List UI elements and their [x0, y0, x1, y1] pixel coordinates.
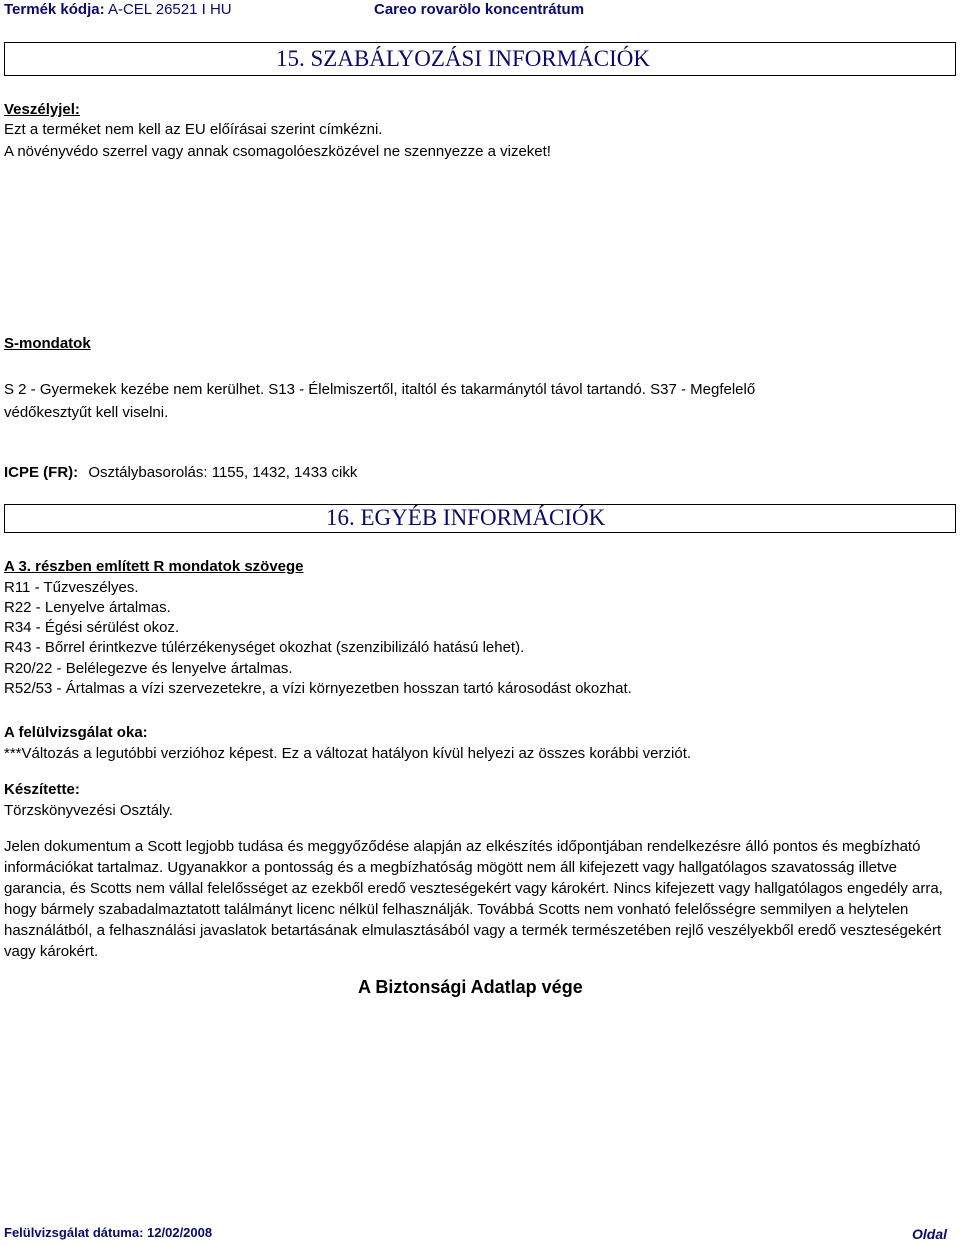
hazard-line: A növényvédo szerrel vagy annak csomagolóeszközével ne szennyezze a vizeket!	[4, 143, 551, 160]
prepared-by-heading: Készítette:	[4, 781, 80, 798]
r-phrases-heading: A 3. részben említett R mondatok szövege	[4, 558, 304, 575]
s-phrase-line: S 2 - Gyermekek kezébe nem kerülhet. S13 - Élelmiszertől, italtól és takarmánytól távol tartandó. S37 - Megfelelő	[4, 381, 756, 398]
section-15-title: 15. SZABÁLYOZÁSI INFORMÁCIÓK	[276, 46, 651, 71]
icpe-label: ICPE (FR):	[4, 464, 79, 481]
r-phrase-line: R43 - Bőrrel érintkezve túlérzékenységet okozhat (szenzibilizáló hatású lehet).	[4, 639, 525, 656]
footer-page-label: Oldal	[912, 1226, 948, 1242]
icpe-row	[4, 463, 357, 483]
hazard-line: Ezt a terméket nem kell az EU előírásai szerint címkézni.	[4, 121, 383, 138]
end-of-sds: A Biztonsági Adatlap vége	[358, 977, 583, 997]
r-phrase-line: R34 - Égési sérülést okoz.	[4, 619, 180, 636]
s-phrases-heading: S-mondatok	[4, 335, 91, 352]
product-name: Careo rovarölo koncentrátum	[374, 1, 585, 18]
r-phrase-line: R20/22 - Belélegezve és lenyelve ártalmas.	[4, 660, 293, 677]
r-phrase-line: R22 - Lenyelve ártalmas.	[4, 599, 171, 616]
header-product-code	[4, 0, 232, 20]
hazard-heading: Veszélyjel:	[4, 101, 80, 118]
revision-reason-heading: A felülvizsgálat oka:	[4, 724, 148, 741]
product-code-label: Termék kódja:	[4, 1, 105, 18]
r-phrase-line: R52/53 - Ártalmas a vízi szervezetekre, a vízi környezetben hosszan tartó károsodást okozhat.	[4, 680, 632, 697]
revision-reason-text: ***Változás a legutóbbi verzióhoz képest. Ez a változat hatályon kívül helyezi az összes korábbi verziót.	[4, 745, 692, 762]
footer-revision-date: Felülvizsgálat dátuma: 12/02/2008	[4, 1225, 213, 1240]
section-16-title: 16. EGYÉB INFORMÁCIÓK	[326, 505, 606, 530]
r-phrase-line: R11 - Tűzveszélyes.	[4, 579, 139, 596]
prepared-by-text: Törzskönyvezési Osztály.	[4, 802, 173, 819]
product-code-value: A-CEL 26521 I HU	[107, 1, 232, 18]
icpe-value: Osztálybasorolás: 1155, 1432, 1433 cikk	[88, 464, 358, 481]
s-phrase-line: védőkesztyűt kell viselni.	[4, 404, 169, 421]
disclaimer-paragraph: Jelen dokumentum a Scott legjobb tudása és meggyőződése alapján az elkészítés időpontjában rendelkezésre álló pontos és megbízható információkat tartalmaz. Ugyanakkor a pontosság és a megbízhatóság mögött nem áll kifejezett vagy hallgatólagos szavatosság illetve garancia, és Scotts nem vállal felelősséget az ezekből eredő veszteségekért vagy károkért. Nincs kifejezett vagy hallgatólagos engedély arra, hogy bármely szabadalmaztatott találmányt licenc nélkül felhasználják. Továbbá Scotts nem vonható felelősségre semmilyen a helytelen használátból, a felhasználási javaslatok betartásának elmulasztásából vagy a termék természetében rejlő veszélyekből eredő veszteségekért vagy károkért.	[4, 838, 943, 960]
